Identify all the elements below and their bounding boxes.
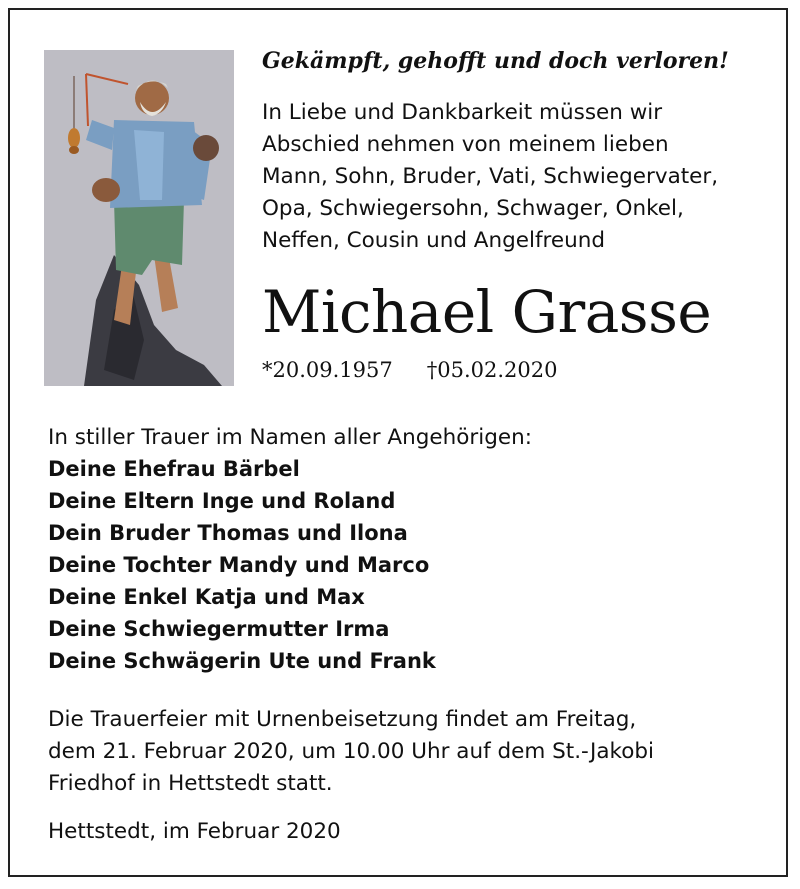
intro-line: Abschied nehmen von meinem lieben (262, 132, 669, 157)
birth-date: *20.09.1957 (262, 358, 393, 382)
life-dates (262, 358, 558, 382)
service-line: dem 21. Februar 2020, um 10.00 Uhr auf dem St.-Jakobi (48, 739, 654, 764)
family-list (48, 453, 436, 677)
family-member: Deine Schwägerin Ute und Frank (48, 649, 436, 673)
fisherman-figurine-photo (44, 50, 234, 386)
intro-line: In Liebe und Dankbarkeit müssen wir (262, 100, 663, 125)
death-date: †05.02.2020 (426, 358, 558, 382)
deceased-name: Michael Grasse (262, 278, 712, 346)
funeral-service-info (48, 704, 748, 800)
mourning-line: In stiller Trauer im Namen aller Angehörigen: (48, 425, 532, 450)
family-member: Deine Schwiegermutter Irma (48, 617, 390, 641)
family-member: Deine Tochter Mandy und Marco (48, 553, 430, 577)
family-member: Deine Eltern Inge und Roland (48, 489, 396, 513)
place-date: Hettstedt, im Februar 2020 (48, 819, 341, 844)
family-member: Dein Bruder Thomas und Ilona (48, 521, 408, 545)
intro-line: Opa, Schwiegersohn, Schwager, Onkel, (262, 196, 684, 221)
motto: Gekämpft, gehofft und doch verloren! (262, 48, 729, 74)
intro-line: Mann, Sohn, Bruder, Vati, Schwiegervater, (262, 164, 719, 189)
intro-text (262, 97, 782, 257)
family-member: Deine Enkel Katja und Max (48, 585, 365, 609)
service-line: Friedhof in Hettstedt statt. (48, 771, 333, 796)
service-line: Die Trauerfeier mit Urnenbeisetzung findet am Freitag, (48, 707, 637, 732)
family-member: Deine Ehefrau Bärbel (48, 457, 300, 481)
intro-line: Neffen, Cousin und Angelfreund (262, 228, 606, 253)
